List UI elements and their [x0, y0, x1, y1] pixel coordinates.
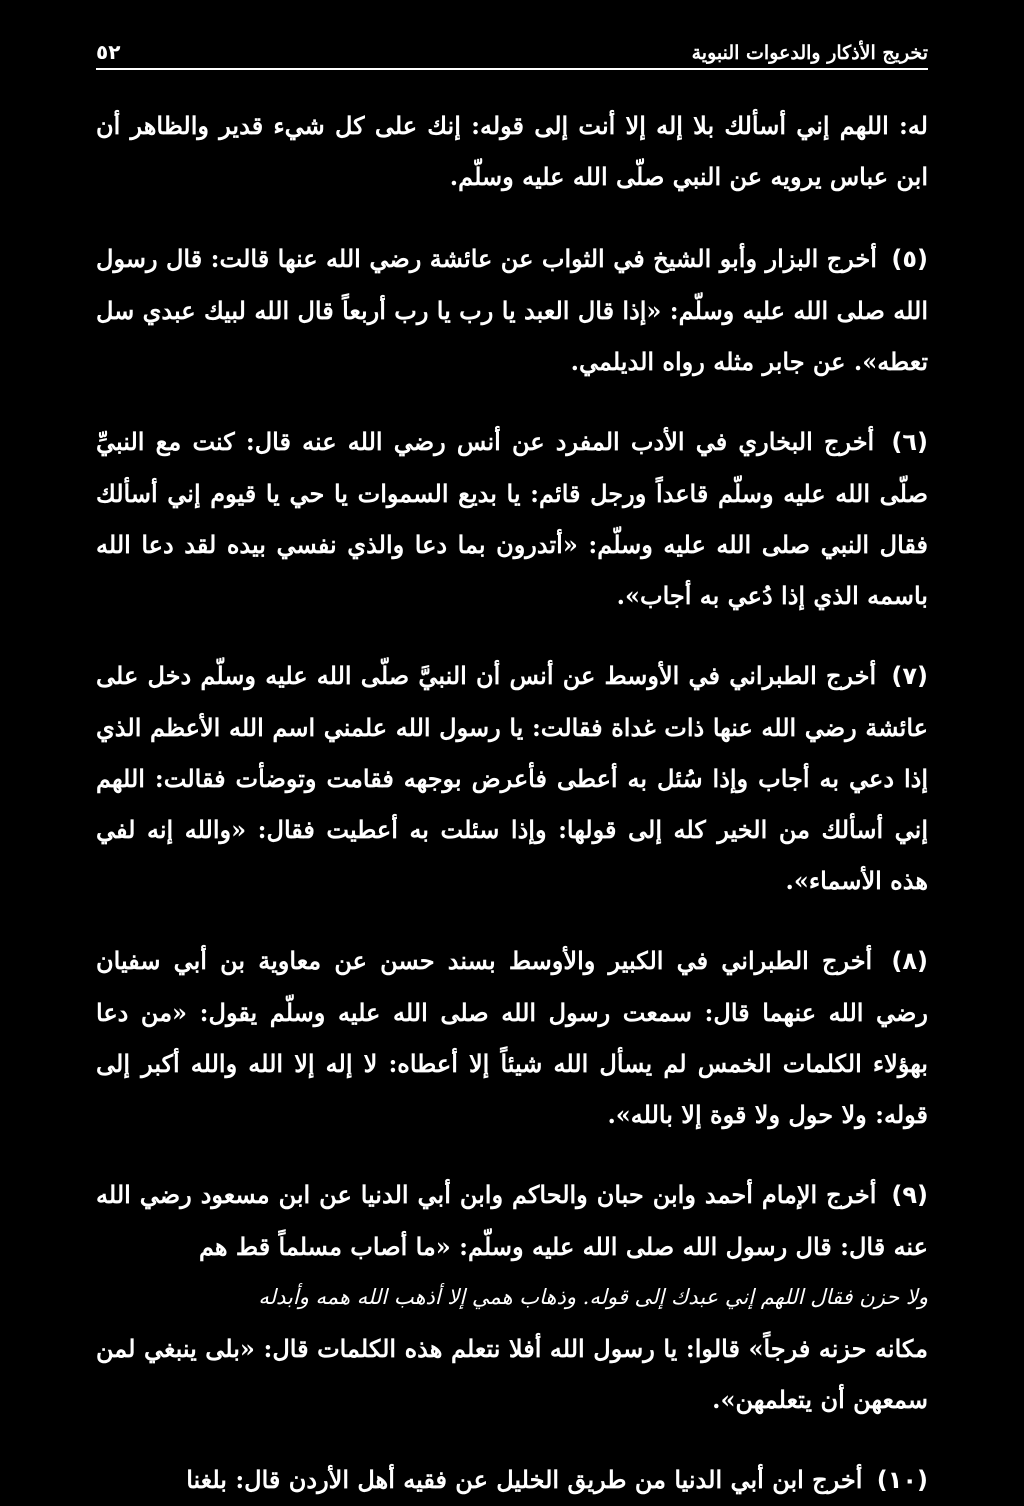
- entry-number: (٨): [891, 947, 928, 975]
- hadith-entry-7: [96, 650, 928, 906]
- entry-text: أخرج ابن أبي الدنيا من طريق الخليل عن فقيه أهل الأردن قال: بلغنا: [186, 1465, 863, 1494]
- paragraph-continuation: [96, 100, 928, 202]
- document-page: [96, 18, 928, 1494]
- entry-number: (٦): [891, 428, 928, 456]
- page-number: ٥٢: [96, 40, 121, 64]
- entry-number: (٧): [891, 662, 928, 690]
- entry-text: أخرج الطبراني في الكبير والأوسط بسند حسن عن معاوية بن أبي سفيان رضي الله عنهما قال: سمعت رسول الله صلى الله عليه وسلّم يقول: «من دعا بهؤلاء الكلمات الخمس لم يسأل الله شيئاً إلا أعطاه: لا إله إلا الله والله أكبر إلى قوله: ولا حول ولا قوة إلا بالله».: [96, 946, 928, 1129]
- hadith-entry-5: [96, 233, 928, 387]
- hadith-entry-9: [96, 1169, 928, 1425]
- entry-text: أخرج البزار وأبو الشيخ في الثواب عن عائشة رضي الله عنها قالت: قال رسول الله صلى الله عليه وسلّم: «إذا قال العبد يا رب يا رب أربعاً قال الله لبيك عبدي سل تعطه». عن جابر مثله رواه الديلمي.: [96, 244, 928, 376]
- entry-number: (١٠): [876, 1466, 928, 1494]
- handwritten-insert-line: ولا حزن فقال اللهم إني عبدك إلى قوله. وذهاب همي إلا أذهب الله همه وأبدله: [258, 1285, 928, 1309]
- entry-number: (٩): [891, 1181, 928, 1209]
- hadith-entry-8: [96, 935, 928, 1140]
- entry-text: أخرج الإمام أحمد وابن حبان والحاكم وابن أبي الدنيا عن ابن مسعود رضي الله عنه قال: قال رسول الله صلى الله عليه وسلّم: «ما أصاب مسلماً قط هم: [96, 1180, 928, 1261]
- hadith-entry-10: [96, 1454, 928, 1506]
- entry-text-continued: مكانه حزنه فرجاً» قالوا: يا رسول الله أفلا نتعلم هذه الكلمات قال: «بلى ينبغي لمن سمعهن أن يتعلمهن».: [96, 1334, 928, 1414]
- running-header: [96, 18, 928, 68]
- hadith-entry-6: [96, 416, 928, 621]
- header-title: تخريج الأذكار والدعوات النبوية: [691, 42, 928, 64]
- entry-text: أخرج البخاري في الأدب المفرد عن أنس رضي الله عنه قال: كنت مع النبيِّ صلّى الله عليه وسلّم قاعداً ورجل قائم: يا بديع السموات يا حي يا قيوم إني أسألك فقال النبي صلى الله عليه وسلّم: «أتدرون بما دعا والذي نفسي بيده لقد دعا الله باسمه الذي إذا دُعي به أجاب».: [96, 427, 928, 610]
- header-divider: [96, 68, 928, 70]
- entry-text: أخرج الطبراني في الأوسط عن أنس أن النبيَّ صلّى الله عليه وسلّم دخل على عائشة رضي الله عنها ذات غداة فقالت: يا رسول الله علمني اسم الله الأعظم الذي إذا دعي به أجاب وإذا سُئل به أعطى فأعرض بوجهه فقامت وتوضأت فقالت: اللهم إني أسألك من الخير كله إلى قولها: وإذا سئلت به أعطيت فقال: «والله إنه لفي هذه الأسماء».: [96, 661, 928, 895]
- paragraph-text: له: اللهم إني أسألك بلا إله إلا أنت إلى قوله: إنك على كل شيء قدير والظاهر أن ابن عباس يرويه عن النبي صلّى الله عليه وسلّم.: [96, 111, 928, 191]
- entry-number: (٥): [891, 245, 928, 273]
